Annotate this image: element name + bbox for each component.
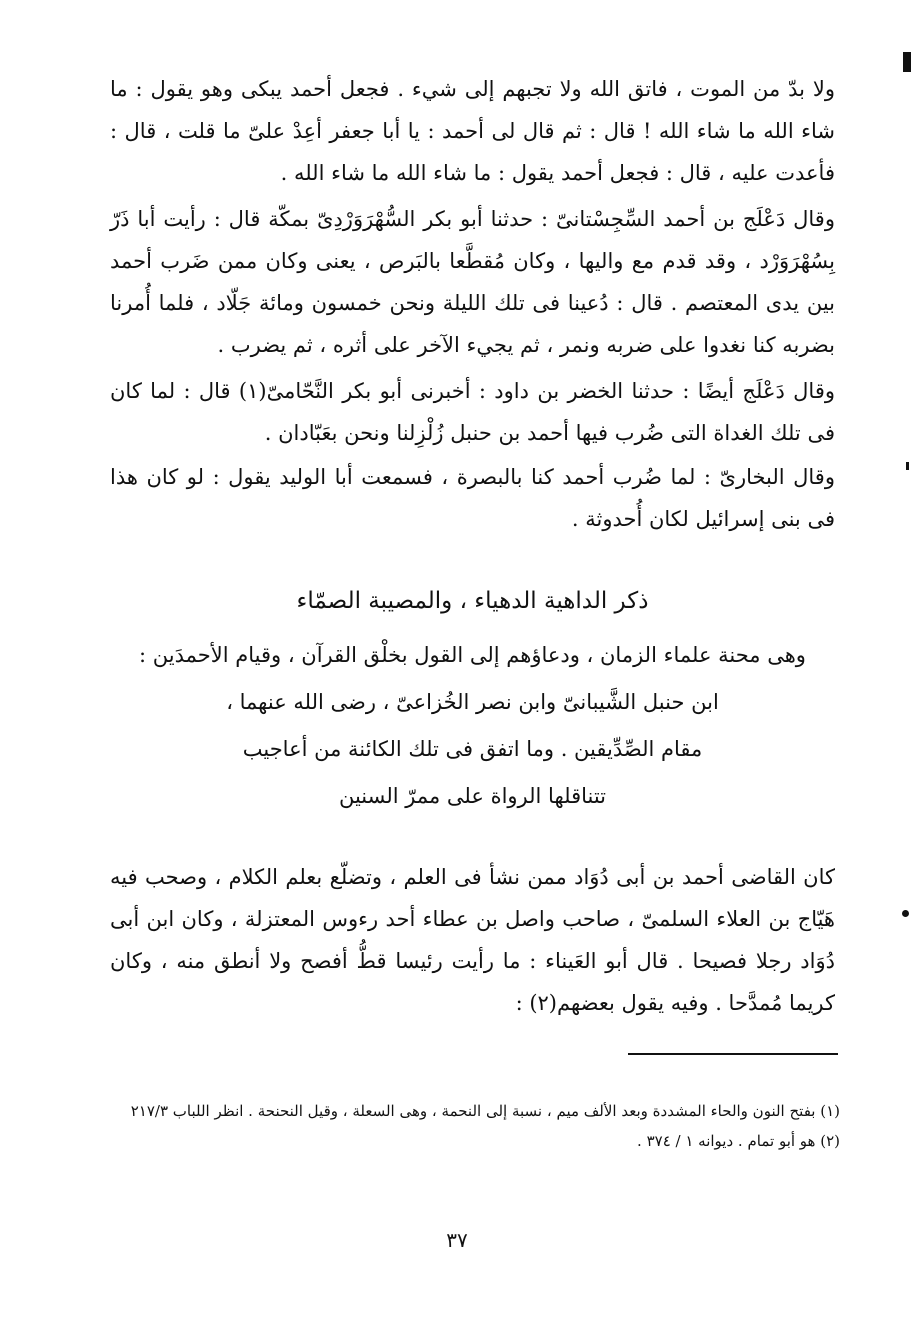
footnotes bbox=[110, 1096, 840, 1156]
footnote-1: (١) بفتح النون والحاء المشددة وبعد الألف ميم ، نسبة إلى النحمة ، وهى السعلة ، وقيل النحنحة . انظر اللباب ٢١٧/٣ bbox=[130, 1102, 840, 1120]
subheading-line-1: وهى محنة علماء الزمان ، ودعاؤهم إلى القول بخلْق القرآن ، وقيام الأحمدَين : bbox=[139, 643, 806, 667]
paragraph-3: وقال دَعْلَج أيضًا : حدثنا الخضر بن داود : أخبرنى أبو بكر النَّحّامىّ(١) قال : لما كان فى تلك الغداة التى ضُرب فيها أحمد بن حنبل زُلْزِلنا ونحن بعَبّادان . bbox=[110, 379, 836, 445]
footnote-2: (٢) هو أبو تمام . ديوانه ١ / ٣٧٤ . bbox=[637, 1132, 840, 1150]
paragraph-5: كان القاضى أحمد بن أبى دُوَاد ممن نشأ فى العلم ، وتضلّع بعلم الكلام ، وصحب فيه هَيّاج بن العلاء السلمىّ ، صاحب واصل بن عطاء أحد رءوس المعتزلة ، وكان ابن أبى دُوَاد رجلا فصيحا . قال أبو العَيناء : ما رأيت رئيسا قطُّ أفصح ولا أنطق منه ، وكان كريما مُمدَّحا . وفيه يقول بعضهم(٢) : bbox=[110, 865, 835, 1015]
scan-edge-mark bbox=[903, 52, 911, 72]
section-heading: ذكر الداهية الدهياء ، والمصيبة الصمّاء bbox=[296, 588, 649, 614]
subheading-line-4: تتناقلها الرواة على ممرّ السنين bbox=[338, 784, 607, 808]
subheading-line-3: مقام الصِّدِّيقين . وما اتفق فى تلك الكائنة من أعاجيب bbox=[242, 737, 703, 761]
subheading-line-2: ابن حنبل الشَّيبانىّ وابن نصر الخُزاعىّ ، رضى الله عنهما ، bbox=[226, 690, 719, 714]
page-number: ٣٧ bbox=[446, 1228, 468, 1252]
scan-tick-mark bbox=[906, 462, 909, 470]
paragraph-4: وقال البخارىّ : لما ضُرب أحمد كنا بالبصرة ، فسمعت أبا الوليد يقول : لو كان هذا فى بنى إسرائيل لكان أُحدوثة . bbox=[110, 465, 835, 531]
paragraph-1: ولا بدّ من الموت ، فاتق الله ولا تجبهم إلى شيء . فجعل أحمد يبكى وهو يقول : ما شاء الله ما شاء الله ! قال : ثم قال لى أحمد : يا أبا جعفر أعِدْ علىّ ما قلت ، قال : فأعدت عليه ، قال : فجعل أحمد يقول : ما شاء الله ما شاء الله . bbox=[110, 77, 835, 185]
scan-dot-mark bbox=[902, 910, 909, 917]
footnote-divider bbox=[628, 1053, 838, 1055]
section-subheading bbox=[110, 632, 835, 820]
paragraph-2: وقال دَعْلَج بن أحمد السِّجِسْتانىّ : حدثنا أبو بكر السُّهْرَوَرْدِىّ بمكّة قال : رأيت أبا ذَرّ بِسُهْرَوَرْد ، وقد قدم مع واليها ، وكان مُقطَّعا بالبَرص ، يعنى وكان ممن ضَرب أحمد بين يدى المعتصم . قال : دُعينا فى تلك الليلة ونحن خمسون ومائة جَلّاد ، فلما أُمرنا بضربه كنا نغدوا على ضربه ونمر ، ثم يجيء الآخر على أثره ، ثم يضرب . bbox=[110, 207, 835, 357]
